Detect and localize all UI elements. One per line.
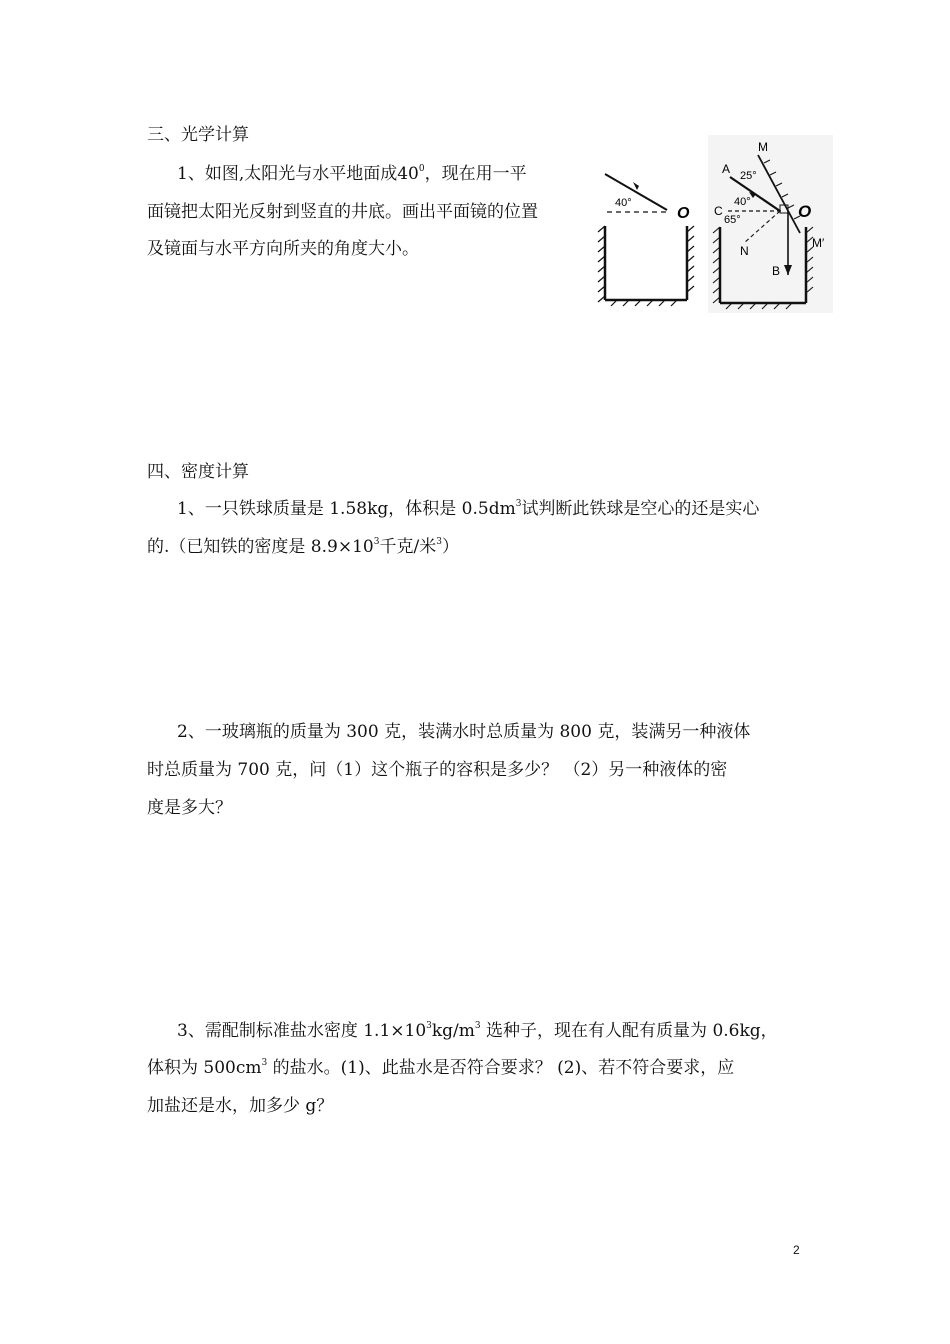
density-q3-line1: 3、需配制标准盐水密度 $1.1\times 10^3kg/m^3$ 选种子，现在有人配有质量为 0.6kg，	[177, 1021, 778, 1041]
page-number: 2	[793, 1243, 800, 1257]
density-q3-line3: 加盐还是水，加多少 g？	[147, 1096, 334, 1116]
label-m-prime: M′	[812, 236, 825, 250]
label-angle65: 65°	[724, 214, 741, 226]
label-angle40: 40°	[734, 196, 751, 208]
optics-figure-right	[708, 135, 833, 313]
label-c: C	[714, 204, 723, 218]
optics-q1-line1: 1、如图,太阳光与水平地面成$40^0$，现在用一平	[177, 164, 527, 184]
label-a: A	[722, 162, 731, 176]
section-heading-optics: 三、光学计算	[147, 125, 249, 145]
label-m: M	[758, 140, 768, 154]
left-angle-label: 40°	[615, 197, 632, 209]
label-b: B	[772, 264, 781, 278]
density-q3-line2: 体积为 $500cm^3$ 的盐水。(1)、此盐水是否符合要求？ (2)、若不符合要求，应	[147, 1058, 735, 1078]
density-q1-line2: 的.（已知铁的密度是 $8.9\times 10^3$千克/米$^3$）	[147, 537, 459, 557]
density-q1-line1: 1、一只铁球质量是 1.58kg，体积是 $0.5dm^3$试判断此铁球是空心的还是实心	[177, 499, 760, 519]
density-q2-line2: 时总质量为 700 克，问（1）这个瓶子的容积是多少？ （2）另一种液体的密	[147, 760, 728, 780]
label-angle25: 25°	[740, 170, 757, 182]
density-q2-line3: 度是多大？	[147, 798, 232, 818]
optics-figure-left	[595, 160, 710, 310]
label-n: N	[740, 244, 749, 258]
section-heading-density: 四、密度计算	[147, 462, 249, 482]
label-o: O	[798, 202, 812, 221]
optics-q1-line2: 面镜把太阳光反射到竖直的井底。画出平面镜的位置	[147, 202, 538, 222]
optics-q1-line3: 及镜面与水平方向所夹的角度大小。	[147, 239, 419, 259]
left-point-o: O	[677, 205, 690, 222]
density-q2-line1: 2、一玻璃瓶的质量为 300 克，装满水时总质量为 800 克，装满另一种液体	[177, 722, 751, 742]
